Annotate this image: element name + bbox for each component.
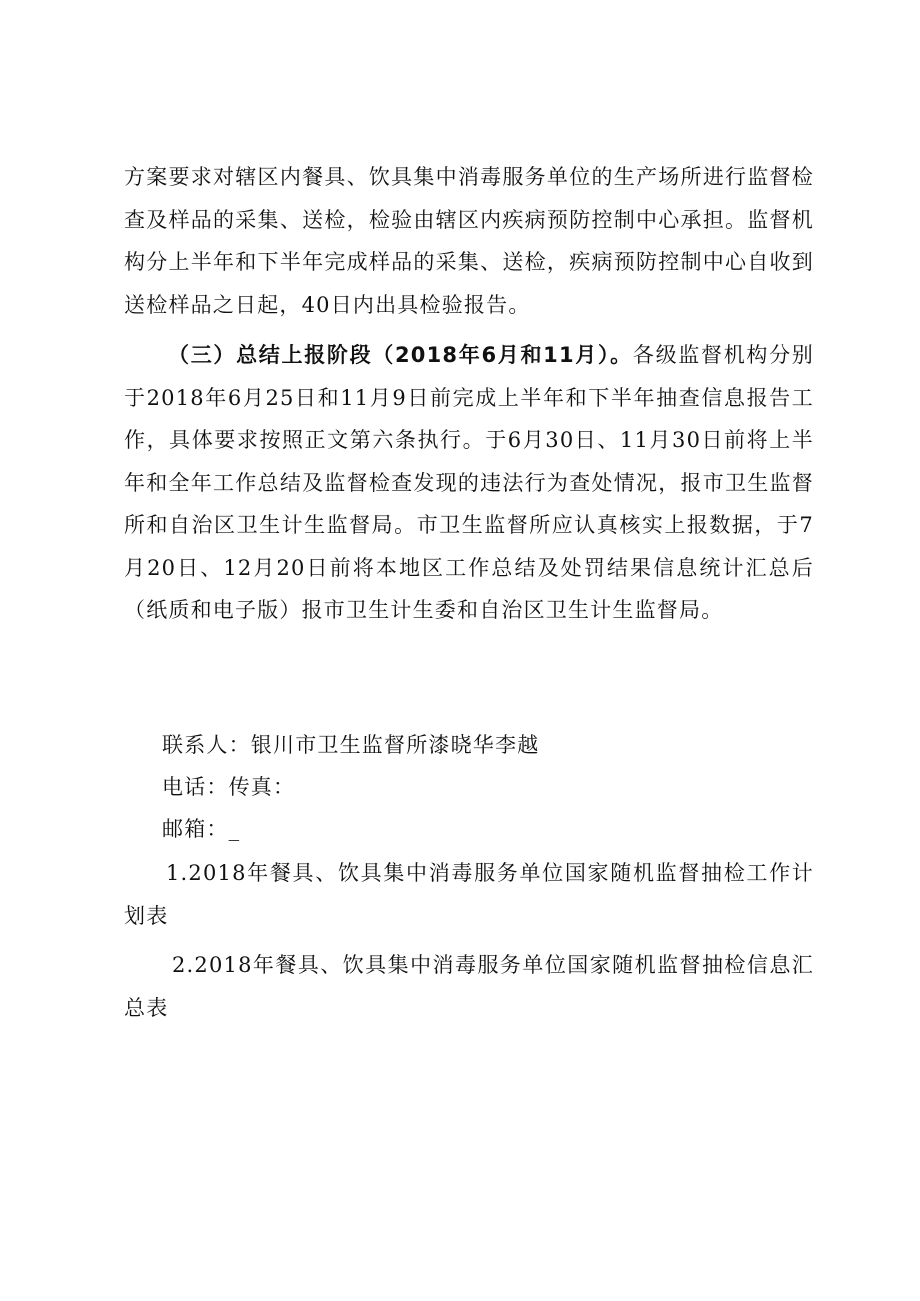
section-heading-summary: （三）总结上报阶段（2018年6月和11月）。: [168, 343, 633, 367]
paragraph-summary-reporting-text: 各级监督机构分别于2018年6月25日和11月9日前完成上半年和下半年抽查信息报告工作，具体要求按照正文第六条执行。于6月30日、11月30日前将上半年和全年工作总结及监督检查发现的违法行为查处情况，报市卫生监督所和自治区卫生计生监督局。市卫生监督所应认真核实上报数据，于7月20日、12月20日前将本地区工作总结及处罚结果信息统计汇总后（纸质和电子版）报市卫生计生委和自治区卫生计生监督局。: [124, 343, 814, 622]
attachment-item-2: 2.2018年餐具、饮具集中消毒服务单位国家随机监督抽检信息汇总表: [124, 953, 814, 1020]
contact-email: 邮箱：_: [162, 817, 241, 841]
contact-person: 联系人：银川市卫生监督所漆晓华李越: [162, 733, 540, 757]
paragraph-sampling-testing-text: 方案要求对辖区内餐具、饮具集中消毒服务单位的生产场所进行监督检查及样品的采集、送检，检验由辖区内疾病预防控制中心承担。监督机构分上半年和下半年完成样品的采集、送检，疾病预防控制中心自收到送检样品之日起，40日内出具检验报告。: [124, 165, 814, 317]
paragraph-sampling-testing: [124, 156, 814, 326]
attachment-item-1: 1.2018年餐具、饮具集中消毒服务单位国家随机监督抽检工作计划表: [124, 861, 814, 928]
paragraph-summary-reporting: [124, 334, 814, 632]
contact-phone-fax: 电话：传真：: [162, 775, 296, 799]
